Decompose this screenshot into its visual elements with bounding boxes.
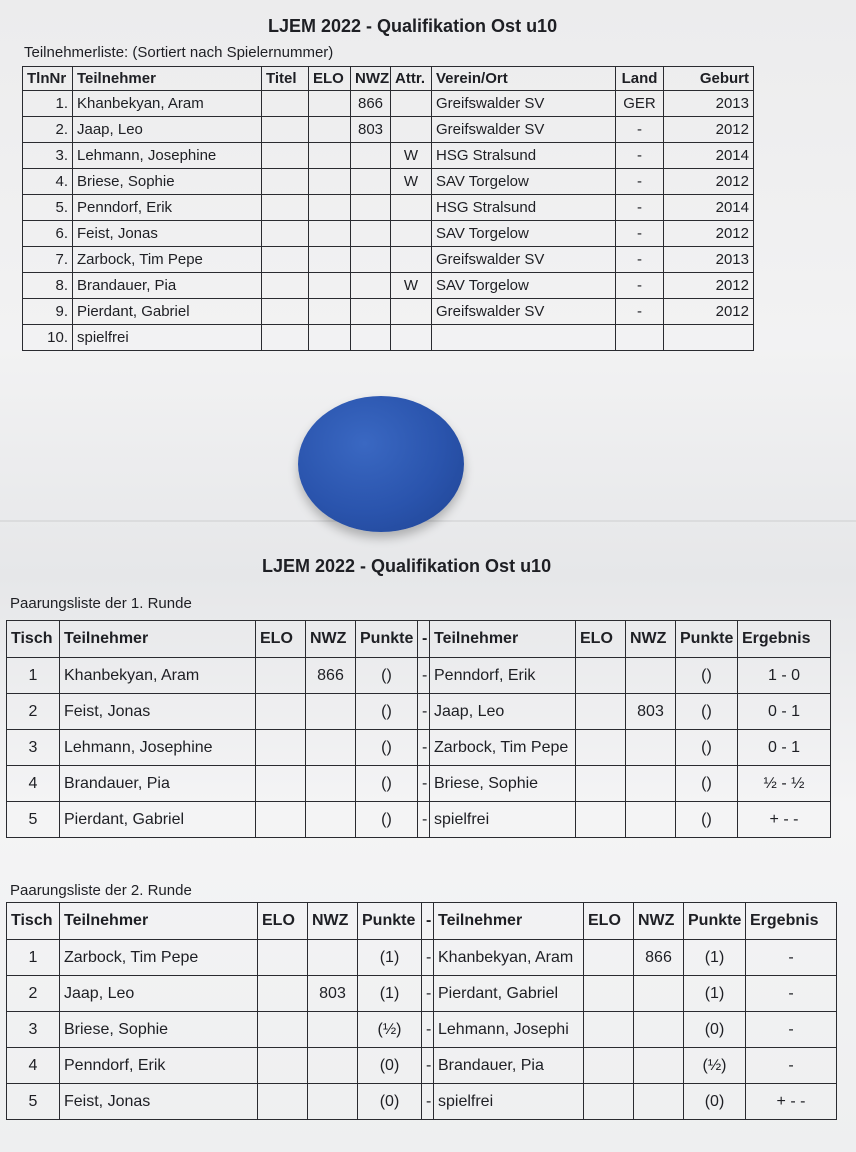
- column-header: Land: [616, 67, 664, 91]
- table-cell: 3.: [23, 143, 73, 169]
- table-cell: (): [356, 766, 418, 802]
- table-cell: [262, 91, 309, 117]
- table-cell: Penndorf, Erik: [430, 658, 576, 694]
- table-cell: [584, 976, 634, 1012]
- table-row: [23, 221, 754, 247]
- column-header: Teilnehmer: [60, 621, 256, 658]
- table-cell: [262, 273, 309, 299]
- column-header: Punkte: [358, 903, 422, 940]
- table-cell: [351, 143, 391, 169]
- table-cell: spielfrei: [434, 1084, 584, 1120]
- table-row: [23, 247, 754, 273]
- column-header: Ergebnis: [746, 903, 837, 940]
- table-cell: 4: [7, 1048, 60, 1084]
- table-cell: Greifswalder SV: [432, 299, 616, 325]
- table-cell: 866: [351, 91, 391, 117]
- table-cell: [256, 730, 306, 766]
- table-row: [23, 143, 754, 169]
- table-cell: 803: [626, 694, 676, 730]
- table-cell: 2.: [23, 117, 73, 143]
- table-cell: [309, 221, 351, 247]
- table-cell: Pierdant, Gabriel: [60, 802, 256, 838]
- round1-table: [6, 620, 831, 838]
- table-cell: 1.: [23, 91, 73, 117]
- table-cell: [576, 658, 626, 694]
- table-cell: 2: [7, 976, 60, 1012]
- table-cell: 2: [7, 694, 60, 730]
- table-cell: [258, 1048, 308, 1084]
- table-cell: Khanbekyan, Aram: [73, 91, 262, 117]
- table-cell: Briese, Sophie: [73, 169, 262, 195]
- table-row: [23, 117, 754, 143]
- table-cell: (½): [358, 1012, 422, 1048]
- table-cell: W: [391, 169, 432, 195]
- table-cell: (): [676, 658, 738, 694]
- table-cell: SAV Torgelow: [432, 221, 616, 247]
- round1-caption: Paarungsliste der 1. Runde: [10, 595, 192, 612]
- table-cell: [306, 730, 356, 766]
- table-cell: [626, 658, 676, 694]
- table-cell: -: [616, 247, 664, 273]
- table-cell: + - -: [746, 1084, 837, 1120]
- table-cell: -: [616, 195, 664, 221]
- table-cell: 10.: [23, 325, 73, 351]
- column-header: ELO: [309, 67, 351, 91]
- table-cell: 1 - 0: [738, 658, 831, 694]
- table-cell: 2012: [664, 117, 754, 143]
- table-cell: [391, 91, 432, 117]
- column-header: -: [418, 621, 430, 658]
- column-header: NWZ: [351, 67, 391, 91]
- column-header: Punkte: [356, 621, 418, 658]
- pairing-row: [7, 694, 831, 730]
- table-cell: [256, 658, 306, 694]
- table-cell: Penndorf, Erik: [73, 195, 262, 221]
- column-header: Punkte: [676, 621, 738, 658]
- table-cell: 2014: [664, 195, 754, 221]
- column-header: Teilnehmer: [434, 903, 584, 940]
- table-cell: [309, 299, 351, 325]
- table-cell: Zarbock, Tim Pepe: [73, 247, 262, 273]
- table-cell: [391, 325, 432, 351]
- table-cell: Brandauer, Pia: [434, 1048, 584, 1084]
- table-cell: [391, 195, 432, 221]
- table-cell: [616, 325, 664, 351]
- pairing-row: [7, 730, 831, 766]
- table-cell: [309, 195, 351, 221]
- table-cell: [309, 169, 351, 195]
- table-cell: Lehmann, Josephi: [434, 1012, 584, 1048]
- column-header: -: [422, 903, 434, 940]
- table-cell: Lehmann, Josephine: [73, 143, 262, 169]
- table-cell: (1): [684, 940, 746, 976]
- column-header: ELO: [256, 621, 306, 658]
- pairing-row: [7, 1048, 837, 1084]
- table-cell: -: [418, 658, 430, 694]
- table-cell: Feist, Jonas: [60, 694, 256, 730]
- table-cell: 866: [634, 940, 684, 976]
- table-cell: (0): [684, 1084, 746, 1120]
- pairing-row: [7, 658, 831, 694]
- table-cell: -: [746, 940, 837, 976]
- table-cell: [308, 940, 358, 976]
- table-cell: [258, 1084, 308, 1120]
- table-cell: -: [616, 117, 664, 143]
- table-cell: Jaap, Leo: [60, 976, 258, 1012]
- table-cell: -: [746, 1012, 837, 1048]
- column-header: Tisch: [7, 903, 60, 940]
- table-cell: (1): [358, 976, 422, 1012]
- table-cell: Jaap, Leo: [73, 117, 262, 143]
- participants-table: [22, 66, 754, 351]
- table-cell: [351, 221, 391, 247]
- table-cell: 2012: [664, 299, 754, 325]
- column-header: TlnNr: [23, 67, 73, 91]
- table-cell: -: [616, 169, 664, 195]
- table-cell: [576, 802, 626, 838]
- table-cell: 2012: [664, 221, 754, 247]
- table-cell: [391, 299, 432, 325]
- participants-caption: Teilnehmerliste: (Sortiert nach Spielernummer): [24, 44, 334, 61]
- table-row: [23, 91, 754, 117]
- table-cell: -: [616, 273, 664, 299]
- column-header: ELO: [576, 621, 626, 658]
- table-cell: [262, 325, 309, 351]
- column-header: NWZ: [626, 621, 676, 658]
- table-cell: HSG Stralsund: [432, 195, 616, 221]
- table-cell: [584, 1012, 634, 1048]
- table-cell: [351, 325, 391, 351]
- table-cell: -: [422, 940, 434, 976]
- table-cell: [634, 1012, 684, 1048]
- table-row: [23, 325, 754, 351]
- table-cell: 2013: [664, 247, 754, 273]
- table-cell: -: [422, 1048, 434, 1084]
- table-cell: [262, 117, 309, 143]
- table-cell: (1): [358, 940, 422, 976]
- table-cell: [262, 299, 309, 325]
- table-cell: [391, 247, 432, 273]
- pairing-row: [7, 976, 837, 1012]
- table-cell: Greifswalder SV: [432, 117, 616, 143]
- table-cell: (½): [684, 1048, 746, 1084]
- table-cell: [351, 247, 391, 273]
- table-cell: Zarbock, Tim Pepe: [60, 940, 258, 976]
- table-cell: [576, 766, 626, 802]
- round2-caption: Paarungsliste der 2. Runde: [10, 882, 192, 899]
- table-cell: 7.: [23, 247, 73, 273]
- table-cell: Pierdant, Gabriel: [434, 976, 584, 1012]
- table-cell: 5.: [23, 195, 73, 221]
- table-cell: (): [356, 730, 418, 766]
- table-cell: Brandauer, Pia: [60, 766, 256, 802]
- table-cell: -: [418, 802, 430, 838]
- table-cell: -: [418, 730, 430, 766]
- table-cell: [262, 195, 309, 221]
- column-header: Tisch: [7, 621, 60, 658]
- table-cell: (): [676, 802, 738, 838]
- table-cell: [308, 1048, 358, 1084]
- table-cell: GER: [616, 91, 664, 117]
- table-cell: Penndorf, Erik: [60, 1048, 258, 1084]
- table-cell: 4: [7, 766, 60, 802]
- table-cell: 803: [351, 117, 391, 143]
- table-cell: (): [356, 658, 418, 694]
- magnet: [298, 396, 464, 532]
- column-header: ELO: [584, 903, 634, 940]
- table-cell: 4.: [23, 169, 73, 195]
- table-cell: [351, 299, 391, 325]
- table-cell: 866: [306, 658, 356, 694]
- table-cell: [309, 91, 351, 117]
- table-cell: 1: [7, 940, 60, 976]
- table-cell: [262, 221, 309, 247]
- table-cell: W: [391, 143, 432, 169]
- table-cell: [391, 117, 432, 143]
- table-cell: Briese, Sophie: [60, 1012, 258, 1048]
- table-cell: (1): [684, 976, 746, 1012]
- table-cell: Khanbekyan, Aram: [60, 658, 256, 694]
- table-cell: (0): [358, 1084, 422, 1120]
- table-cell: -: [746, 1048, 837, 1084]
- table-cell: Brandauer, Pia: [73, 273, 262, 299]
- table-cell: [306, 694, 356, 730]
- table-cell: 0 - 1: [738, 730, 831, 766]
- table-cell: -: [422, 976, 434, 1012]
- column-header: Punkte: [684, 903, 746, 940]
- table-cell: 6.: [23, 221, 73, 247]
- column-header: Teilnehmer: [73, 67, 262, 91]
- table-cell: ½ - ½: [738, 766, 831, 802]
- table-cell: spielfrei: [73, 325, 262, 351]
- table-cell: [584, 940, 634, 976]
- table-cell: [626, 730, 676, 766]
- table-row: [23, 299, 754, 325]
- table-cell: [351, 195, 391, 221]
- table-cell: Greifswalder SV: [432, 91, 616, 117]
- table-cell: HSG Stralsund: [432, 143, 616, 169]
- table-cell: [258, 940, 308, 976]
- table-cell: [432, 325, 616, 351]
- table-cell: 3: [7, 730, 60, 766]
- table-cell: [256, 802, 306, 838]
- table-row: [23, 169, 754, 195]
- table-cell: [626, 802, 676, 838]
- table-cell: [309, 143, 351, 169]
- table-cell: 2012: [664, 169, 754, 195]
- table-cell: (): [676, 766, 738, 802]
- round2-table: [6, 902, 837, 1120]
- table-cell: Feist, Jonas: [73, 221, 262, 247]
- table-cell: [256, 694, 306, 730]
- table-cell: [664, 325, 754, 351]
- table-cell: + - -: [738, 802, 831, 838]
- table-cell: -: [418, 766, 430, 802]
- table-cell: [584, 1084, 634, 1120]
- column-header: Ergebnis: [738, 621, 831, 658]
- table-cell: Pierdant, Gabriel: [73, 299, 262, 325]
- round1-title: LJEM 2022 - Qualifikation Ost u10: [262, 556, 552, 576]
- table-cell: 2013: [664, 91, 754, 117]
- table-cell: [626, 766, 676, 802]
- table-cell: Feist, Jonas: [60, 1084, 258, 1120]
- table-cell: (): [676, 730, 738, 766]
- table-cell: [308, 1012, 358, 1048]
- table-cell: [309, 325, 351, 351]
- column-header: Teilnehmer: [430, 621, 576, 658]
- pairing-row: [7, 1012, 837, 1048]
- table-cell: -: [422, 1012, 434, 1048]
- paper-fold: [0, 520, 856, 522]
- pairing-row: [7, 766, 831, 802]
- page-title: LJEM 2022 - Qualifikation Ost u10: [268, 16, 558, 36]
- table-cell: [262, 143, 309, 169]
- table-cell: [576, 730, 626, 766]
- table-cell: [576, 694, 626, 730]
- table-cell: Khanbekyan, Aram: [434, 940, 584, 976]
- table-cell: -: [422, 1084, 434, 1120]
- table-cell: 2014: [664, 143, 754, 169]
- table-cell: 8.: [23, 273, 73, 299]
- table-cell: Zarbock, Tim Pepe: [430, 730, 576, 766]
- column-header: NWZ: [306, 621, 356, 658]
- table-cell: [351, 169, 391, 195]
- table-cell: Lehmann, Josephine: [60, 730, 256, 766]
- pairing-row: [7, 1084, 837, 1120]
- table-cell: Greifswalder SV: [432, 247, 616, 273]
- table-cell: [262, 247, 309, 273]
- table-cell: -: [616, 299, 664, 325]
- table-cell: SAV Torgelow: [432, 273, 616, 299]
- table-cell: [634, 1084, 684, 1120]
- table-cell: 5: [7, 1084, 60, 1120]
- table-cell: [351, 273, 391, 299]
- table-cell: [258, 1012, 308, 1048]
- table-cell: [391, 221, 432, 247]
- table-cell: -: [418, 694, 430, 730]
- table-cell: 0 - 1: [738, 694, 831, 730]
- table-cell: [634, 976, 684, 1012]
- table-cell: [256, 766, 306, 802]
- table-cell: [309, 247, 351, 273]
- table-cell: (0): [684, 1012, 746, 1048]
- table-cell: [634, 1048, 684, 1084]
- column-header: Titel: [262, 67, 309, 91]
- table-cell: 2012: [664, 273, 754, 299]
- column-header: Attr.: [391, 67, 432, 91]
- table-cell: W: [391, 273, 432, 299]
- table-cell: -: [616, 221, 664, 247]
- table-cell: Jaap, Leo: [430, 694, 576, 730]
- table-cell: [306, 766, 356, 802]
- pairing-row: [7, 802, 831, 838]
- table-cell: 9.: [23, 299, 73, 325]
- column-header: NWZ: [308, 903, 358, 940]
- table-cell: -: [746, 976, 837, 1012]
- table-cell: [308, 1084, 358, 1120]
- table-cell: [258, 976, 308, 1012]
- table-cell: 803: [308, 976, 358, 1012]
- table-cell: SAV Torgelow: [432, 169, 616, 195]
- table-cell: (): [676, 694, 738, 730]
- table-cell: (): [356, 802, 418, 838]
- table-cell: [584, 1048, 634, 1084]
- table-cell: (): [356, 694, 418, 730]
- table-cell: [306, 802, 356, 838]
- column-header: ELO: [258, 903, 308, 940]
- table-cell: [309, 273, 351, 299]
- column-header: Geburt: [664, 67, 754, 91]
- column-header: Teilnehmer: [60, 903, 258, 940]
- table-row: [23, 273, 754, 299]
- table-cell: -: [616, 143, 664, 169]
- column-header: NWZ: [634, 903, 684, 940]
- table-row: [23, 195, 754, 221]
- table-cell: 1: [7, 658, 60, 694]
- column-header: Verein/Ort: [432, 67, 616, 91]
- pairing-row: [7, 940, 837, 976]
- table-cell: spielfrei: [430, 802, 576, 838]
- table-cell: Briese, Sophie: [430, 766, 576, 802]
- table-cell: 3: [7, 1012, 60, 1048]
- table-cell: (0): [358, 1048, 422, 1084]
- table-cell: [262, 169, 309, 195]
- table-cell: [309, 117, 351, 143]
- table-cell: 5: [7, 802, 60, 838]
